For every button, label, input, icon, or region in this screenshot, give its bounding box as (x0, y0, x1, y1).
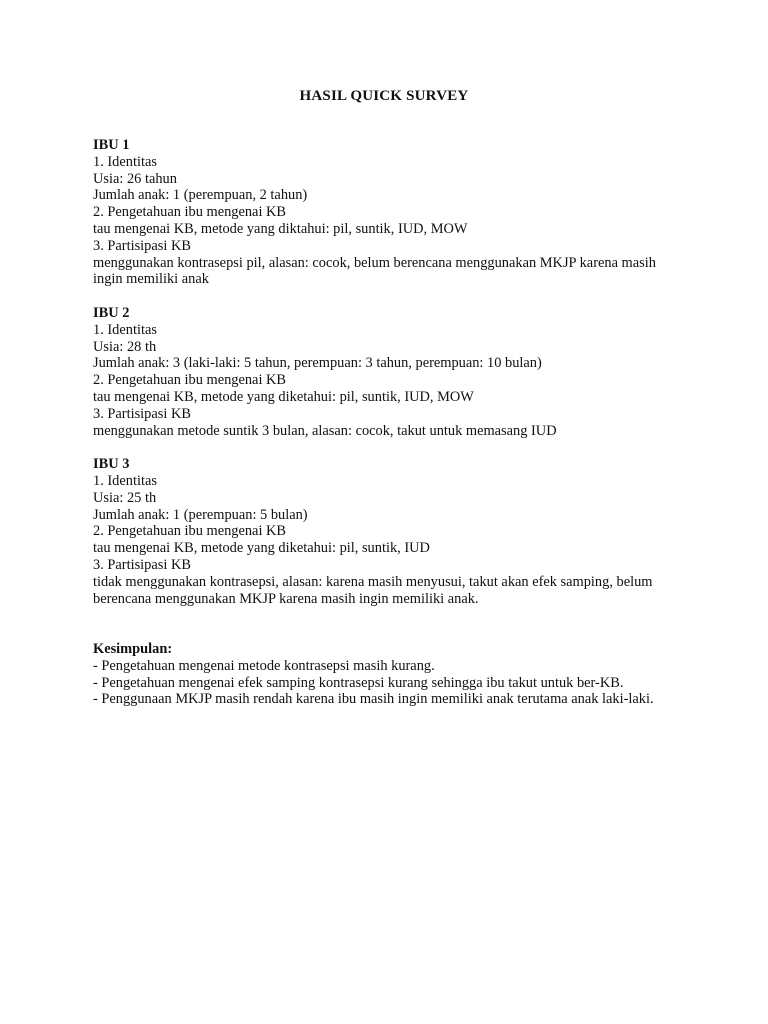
document-title: HASIL QUICK SURVEY (299, 88, 469, 104)
ibu-3-section (93, 456, 678, 607)
ibu-1-partisipasi-label: 3. Partisipasi KB (93, 237, 191, 254)
kesimpulan-point: - Pengetahuan mengenai efek samping kontrasepsi kurang sehingga ibu takut untuk ber-KB. (93, 674, 624, 691)
ibu-3-pengetahuan-label: 2. Pengetahuan ibu mengenai KB (93, 523, 287, 540)
ibu-1-partisipasi-text: menggunakan kontrasepsi pil, alasan: cocok, belum berencana menggunakan MKJP karena masih ingin memiliki anak (93, 254, 656, 288)
ibu-2-jumlah-anak: Jumlah anak: 3 (laki-laki: 5 tahun, perempuan: 3 tahun, perempuan: 10 bulan) (93, 355, 542, 372)
ibu-2-partisipasi-text: menggunakan metode suntik 3 bulan, alasan: cocok, takut untuk memasang IUD (93, 422, 557, 439)
document-content (93, 137, 678, 708)
ibu-2-pengetahuan-label: 2. Pengetahuan ibu mengenai KB (93, 372, 287, 389)
ibu-2-pengetahuan-text: tau mengenai KB, metode yang diketahui: pil, suntik, IUD, MOW (93, 388, 474, 405)
ibu-1-identitas: 1. Identitas (93, 153, 157, 170)
ibu-3-partisipasi-text: tidak menggunakan kontrasepsi, alasan: karena masih menyusui, takut akan efek samping, belum berencana menggunakan MKJP karena masih ingin memiliki anak. (93, 573, 653, 607)
kesimpulan-point: - Pengetahuan mengenai metode kontrasepsi masih kurang. (93, 657, 435, 674)
kesimpulan-heading: Kesimpulan: (93, 640, 173, 657)
ibu-1-heading: IBU 1 (93, 137, 130, 153)
ibu-2-heading: IBU 2 (93, 304, 130, 321)
ibu-2-partisipasi-label: 3. Partisipasi KB (93, 405, 191, 422)
ibu-3-identitas: 1. Identitas (93, 472, 157, 489)
ibu-1-pengetahuan-text: tau mengenai KB, metode yang diktahui: pil, suntik, IUD, MOW (93, 220, 468, 237)
ibu-2-identitas: 1. Identitas (93, 321, 157, 338)
ibu-1-section (93, 137, 678, 288)
ibu-2-usia: Usia: 28 th (93, 338, 157, 355)
ibu-3-usia: Usia: 25 th (93, 489, 157, 506)
kesimpulan-section (93, 641, 678, 708)
ibu-2-section (93, 305, 678, 439)
ibu-3-jumlah-anak: Jumlah anak: 1 (perempuan: 5 bulan) (93, 506, 308, 523)
ibu-1-pengetahuan-label: 2. Pengetahuan ibu mengenai KB (93, 204, 287, 221)
kesimpulan-point: - Penggunaan MKJP masih rendah karena ibu masih ingin memiliki anak terutama anak laki-laki. (93, 691, 654, 708)
ibu-1-jumlah-anak: Jumlah anak: 1 (perempuan, 2 tahun) (93, 187, 308, 204)
ibu-3-pengetahuan-text: tau mengenai KB, metode yang diketahui: pil, suntik, IUD (93, 540, 430, 557)
ibu-3-partisipasi-label: 3. Partisipasi KB (93, 556, 191, 573)
ibu-1-usia: Usia: 26 tahun (93, 170, 177, 187)
ibu-3-heading: IBU 3 (93, 456, 130, 473)
